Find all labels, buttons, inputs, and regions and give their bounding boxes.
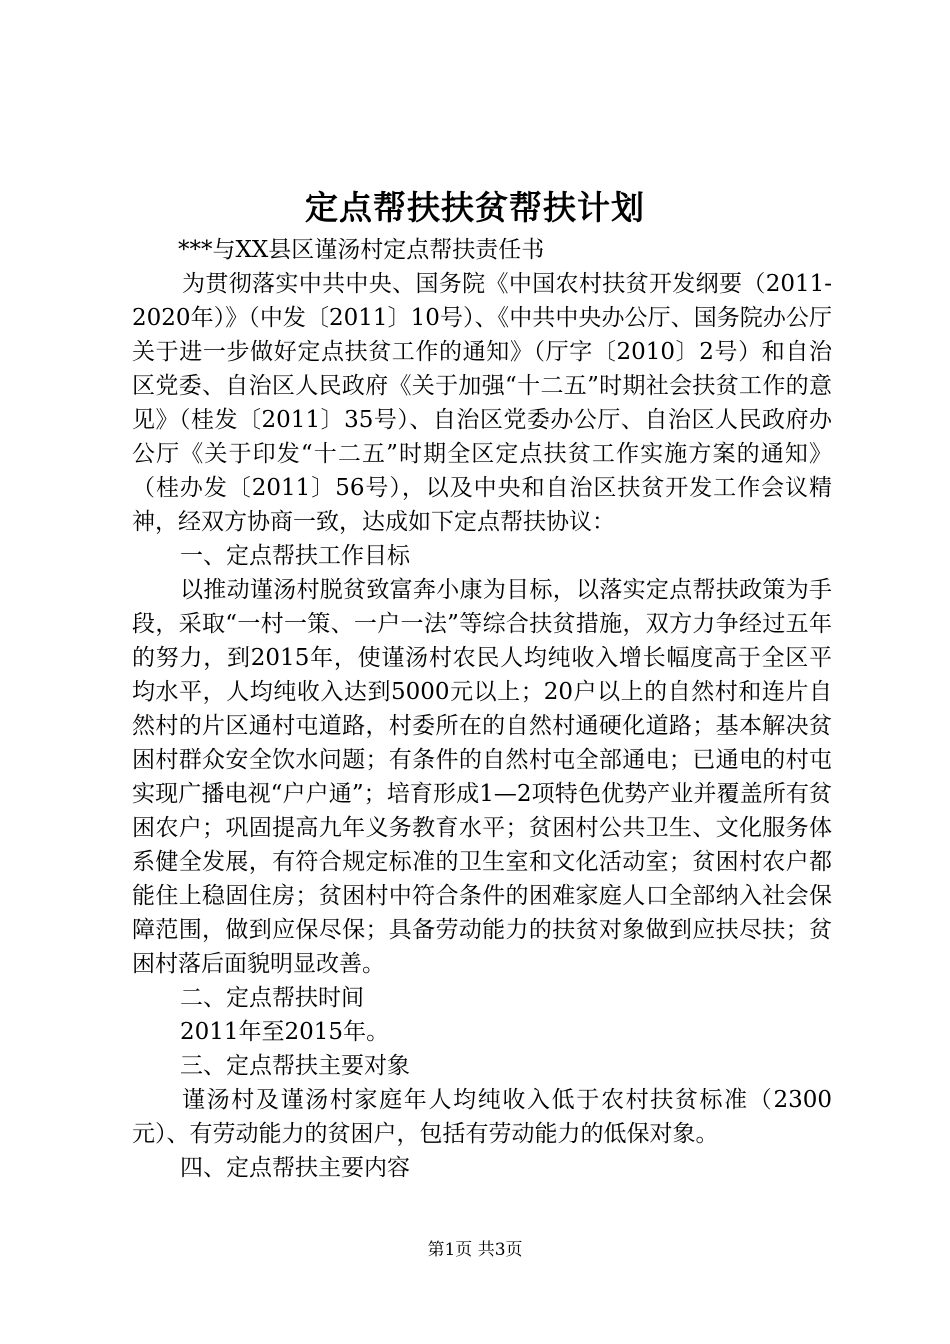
page-footer: 第1页 共3页 (427, 1240, 523, 1260)
document-title: 定点帮扶扶贫帮扶计划 (305, 188, 645, 227)
section-heading-content: 四、定点帮扶主要内容 (180, 1155, 410, 1181)
section-heading-goals: 一、定点帮扶工作目标 (180, 543, 410, 569)
paragraph-subtitle: ***与XX县区谨汤村定点帮扶责任书 (178, 237, 545, 263)
paragraph-targets: 谨汤村及谨汤村家庭年人均纯收入低于农村扶贫标准（2300元）、有劳动能力的贫困户，包括有劳动能力的低保对象。 (132, 1087, 832, 1147)
paragraph-intro: 为贯彻落实中共中央、国务院《中国农村扶贫开发纲要（2011-2020年）》（中发〔2011〕10号）、《中共中央办公厅、国务院办公厅关于进一步做好定点扶贫工作的通知》（厅字〔2010〕2号）和自治区党委、自治区人民政府《关于加强“十二五”时期社会扶贫工作的意见》（桂发〔2011〕35号）、自治区党委办公厅、自治区人民政府办公厅《关于印发“十二五”时期全区定点扶贫工作实施方案的通知》（桂办发〔2011〕56号），以及中央和自治区扶贫开发工作会议精神，经双方协商一致，达成如下定点帮扶协议： (132, 271, 832, 535)
section-heading-time: 二、定点帮扶时间 (180, 985, 364, 1011)
paragraph-time: 2011年至2015年。 (180, 1019, 390, 1045)
document-body (132, 233, 832, 1185)
paragraph-goals: 以推动谨汤村脱贫致富奔小康为目标，以落实定点帮扶政策为手段，采取“一村一策、一户一法”等综合扶贫措施，双方力争经过五年的努力，到2015年，使谨汤村农民人均纯收入增长幅度高于全区平均水平，人均纯收入达到5000元以上；20户以上的自然村和连片自然村的片区通村屯道路，村委所在的自然村通硬化道路；基本解决贫困村群众安全饮水问题；有条件的自然村屯全部通电；已通电的村屯实现广播电视“户户通”；培育形成1—2项特色优势产业并覆盖所有贫困农户；巩固提高九年义务教育水平；贫困村公共卫生、文化服务体系健全发展，有符合规定标准的卫生室和文化活动室；贫困村农户都能住上稳固住房；贫困村中符合条件的困难家庭人口全部纳入社会保障范围，做到应保尽保；具备劳动能力的扶贫对象做到应扶尽扶；贫困村落后面貌明显改善。 (132, 577, 832, 977)
section-heading-targets: 三、定点帮扶主要对象 (180, 1053, 410, 1079)
